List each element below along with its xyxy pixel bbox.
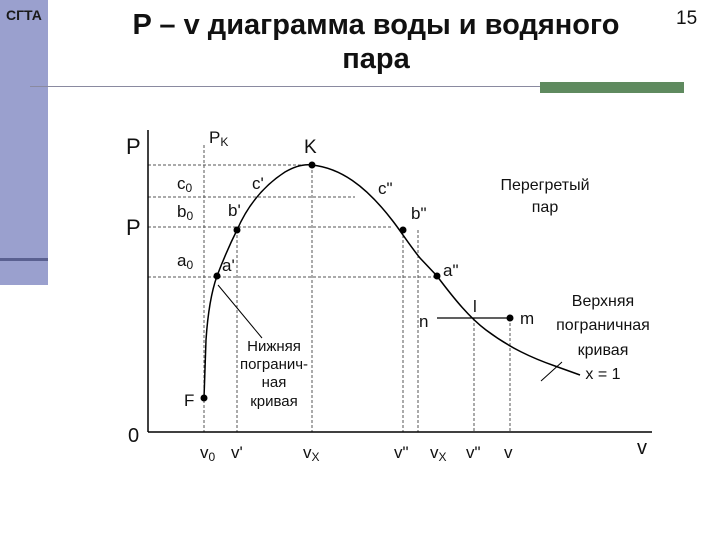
x-label-vx1: vX xyxy=(303,443,320,464)
point-K xyxy=(309,162,316,169)
page-number: 15 xyxy=(676,8,698,29)
x-label-v: v xyxy=(504,443,513,462)
x-label-v2b: v" xyxy=(466,443,481,462)
lower-boundary-line3: ная xyxy=(261,374,287,391)
label-b1: b' xyxy=(228,201,241,220)
label-c1: c' xyxy=(252,174,264,193)
point-F xyxy=(201,395,208,402)
upper-boundary-line1: Верхняя xyxy=(571,293,635,310)
point-b2 xyxy=(400,227,407,234)
x-label-v2: v" xyxy=(394,443,409,462)
lower-boundary-line2: погранич- xyxy=(239,356,309,373)
label-b0: b0 xyxy=(177,202,194,223)
logo: СГТА xyxy=(6,7,42,23)
point-m xyxy=(507,315,514,322)
region-superheated-line2: пар xyxy=(531,199,559,216)
label-b2: b" xyxy=(411,204,427,223)
label-c0: c0 xyxy=(177,174,193,195)
critical-point-label: K xyxy=(304,137,317,158)
upper-boundary-line3: кривая xyxy=(577,342,629,359)
upper-boundary-line4: x = 1 xyxy=(585,366,621,383)
x-label-v0: v0 xyxy=(200,443,216,464)
label-m: m xyxy=(520,309,535,328)
title-line-2: пара xyxy=(342,43,410,75)
label-a1: a' xyxy=(222,256,235,275)
x-label-vx2: vX xyxy=(430,443,447,464)
origin-label: 0 xyxy=(128,425,140,447)
label-c2: c" xyxy=(378,179,393,198)
label-a2: a" xyxy=(443,261,459,280)
label-F: F xyxy=(184,391,195,410)
x-axis-title: v xyxy=(637,437,647,459)
y-axis-label-p-top: P xyxy=(126,134,141,159)
label-n: n xyxy=(419,312,429,331)
region-superheated-line1: Перегретый xyxy=(500,177,590,194)
guide-lines xyxy=(148,145,510,432)
lower-boundary-line4: кривая xyxy=(250,393,298,410)
x-label-v1: v' xyxy=(231,443,243,462)
pk-label: PK xyxy=(209,128,229,149)
label-l: l xyxy=(473,297,477,316)
point-a2 xyxy=(434,273,441,280)
upper-boundary-line2: пограничная xyxy=(556,317,650,334)
point-b1 xyxy=(234,227,241,234)
leader-lower-boundary xyxy=(218,285,262,338)
y-axis-label-p: P xyxy=(126,215,141,240)
title-line-1: P – v диаграмма воды и водяного xyxy=(132,9,620,41)
point-a1 xyxy=(214,273,221,280)
lower-boundary-line1: Нижняя xyxy=(247,338,301,355)
label-a0: a0 xyxy=(177,251,194,272)
